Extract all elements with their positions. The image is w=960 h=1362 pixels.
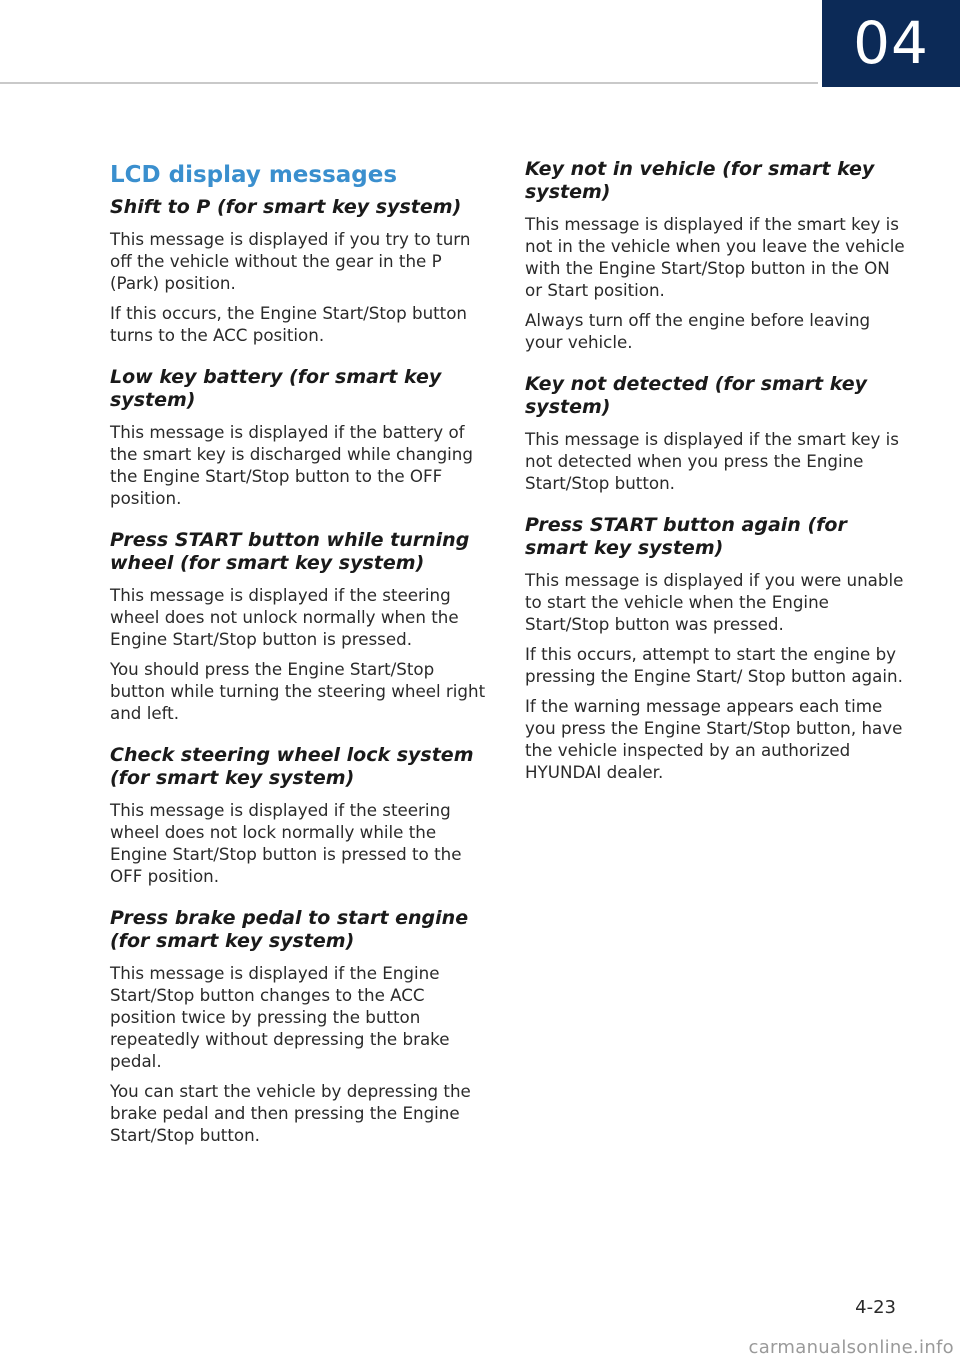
message-heading: Press START button while turning wheel (for smart key system): [110, 529, 470, 574]
message-heading: Shift to P (for smart key system): [110, 196, 462, 218]
message-block: [110, 744, 492, 887]
message-paragraph: This message is displayed if you were unable to start the vehicle when the Engine Start/Stop button was pressed.: [525, 570, 904, 634]
message-block: [525, 373, 909, 494]
message-paragraph: This message is displayed if the smart key is not in the vehicle when you leave the vehicle with the Engine Start/Stop button in the ON or Start position.: [525, 214, 905, 300]
message-heading: Press brake pedal to start engine (for smart key system): [110, 907, 469, 952]
page-number: 4-23: [855, 1297, 896, 1318]
message-heading: Key not in vehicle (for smart key system): [525, 158, 875, 203]
message-block: [525, 514, 909, 783]
message-paragraph: If the warning message appears each time you press the Engine Start/Stop button, have the vehicle inspected by an authorized HYUNDAI dealer.: [525, 696, 903, 782]
message-heading: Key not detected (for smart key system): [525, 373, 867, 418]
message-paragraph: If this occurs, the Engine Start/Stop button turns to the ACC position.: [110, 303, 468, 345]
watermark-link[interactable]: carmanualsonline.info: [748, 1337, 954, 1358]
message-block: [110, 366, 492, 509]
message-heading: Check steering wheel lock system (for smart key system): [110, 744, 474, 789]
right-column: [525, 158, 909, 791]
message-paragraph: This message is displayed if you try to turn off the vehicle without the gear in the P (Park) position.: [110, 229, 471, 293]
message-block: [110, 907, 492, 1146]
message-block: [110, 196, 492, 346]
message-paragraph: This message is displayed if the battery of the smart key is discharged while changing the Engine Start/Stop button to the OFF position.: [110, 422, 473, 508]
message-paragraph: This message is displayed if the steering wheel does not lock normally while the Engine Start/Stop button is pressed to the OFF position.: [110, 800, 462, 886]
message-heading: Press START button again (for smart key system): [525, 514, 847, 559]
message-heading: Low key battery (for smart key system): [110, 366, 442, 411]
message-paragraph: You can start the vehicle by depressing the brake pedal and then pressing the Engine Start/Stop button.: [110, 1081, 471, 1145]
message-paragraph: This message is displayed if the Engine Start/Stop button changes to the ACC position twice by pressing the button repeatedly without depressing the brake pedal.: [110, 963, 450, 1071]
message-paragraph: If this occurs, attempt to start the engine by pressing the Engine Start/ Stop button again.: [525, 644, 903, 686]
section-title: LCD display messages: [110, 162, 398, 188]
message-block: [525, 158, 909, 353]
message-paragraph: Always turn off the engine before leaving your vehicle.: [525, 310, 871, 352]
message-block: [110, 529, 492, 724]
chapter-number: 04: [853, 9, 929, 77]
message-paragraph: This message is displayed if the steering wheel does not unlock normally when the Engine Start/Stop button is pressed.: [110, 585, 459, 649]
header-divider: [0, 82, 818, 84]
left-column: [110, 158, 492, 1154]
message-paragraph: This message is displayed if the smart key is not detected when you press the Engine Start/Stop button.: [525, 429, 899, 493]
chapter-tab: [822, 0, 960, 87]
message-paragraph: You should press the Engine Start/Stop button while turning the steering wheel right and left.: [110, 659, 486, 723]
